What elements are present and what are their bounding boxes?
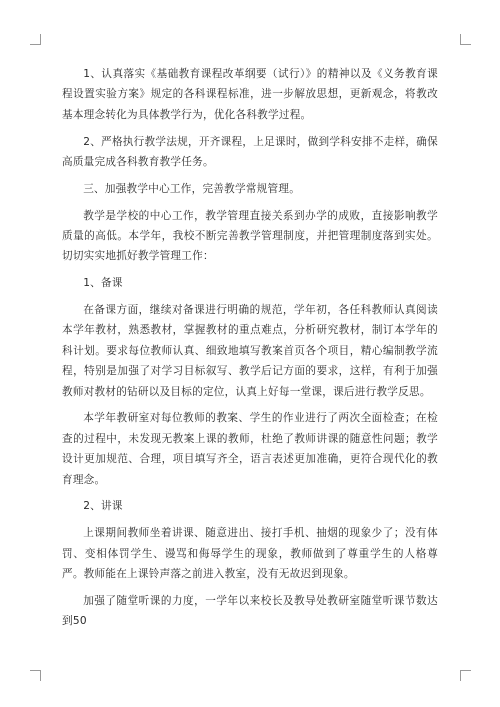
crop-mark-bottom-right: [460, 670, 471, 681]
document-body: [62, 64, 438, 684]
subheading-lesson-preparation: 1、备课: [83, 277, 123, 290]
paragraph-teaching-regulations: 2、严格执行教学法规，开齐课程，上足课时，做到学科安排不走样，确保高质量完成各科教育教学任务。: [62, 135, 438, 169]
section-heading-teaching-management: 三、加强教学中心工作，完善教学常规管理。: [83, 182, 301, 195]
paragraph-teaching-center: 教学是学校的中心工作，教学管理直接关系到办学的成败，直接影响教学质量的高低。本学年，我校不断完善教学管理制度，并把管理制度落到实处。切切实实地抓好教学管理工作：: [62, 209, 438, 263]
paragraph-lesson-preparation: 在备课方面，继续对备课进行明确的规范，学年初，各任科教师认真阅读本学年教材，熟悉教材，掌握教材的重点难点，分析研究教材，制订本学年的科计划。要求每位教师认真、细致地填写教案首页各个项目，精心编制教学流程，特别是加强了对学习目标叙写、教学后记方面的要求，这样，有利于加强教师对教材的钻研以及目标的定位，认真上好每一堂课，课后进行教学反思。: [62, 304, 438, 398]
crop-mark-bottom-left: [30, 670, 41, 681]
subheading-lecturing: 2、讲课: [83, 500, 123, 513]
crop-mark-top-left: [30, 34, 41, 45]
paragraph-classroom-observation: 加强了随堂听课的力度，一学年以来校长及教导处教研室随堂听课节数达到50: [62, 594, 438, 628]
paragraph-lesson-plan-inspection: 本学年教研室对每位教师的教案、学生的作业进行了两次全面检查；在检查的过程中，未发现无教案上课的教师，杜绝了教师讲课的随意性问题；教学设计更加规范、合理，项目填写齐全，语言表述更加准确，更符合现代化的教育理念。: [62, 412, 438, 486]
paragraph-implement-curriculum: 1、认真落实《基础教育课程改革纲要（试行）》的精神以及《义务教育课程设置实验方案》规定的各科课程标准，进一步解放思想，更新观念，将教改基本理念转化为具体教学行为，优化各科教学过程。: [62, 68, 438, 121]
crop-mark-top-right: [460, 34, 471, 45]
paragraph-classroom-conduct: 上课期间教师坐着讲课、随意进出、接打手机、抽烟的现象少了；没有体罚、变相体罚学生、谩骂和侮辱学生的现象，教师做到了尊重学生的人格尊严。教师能在上课铃声落之前进入教室，没有无故迟到现象。: [62, 527, 438, 581]
